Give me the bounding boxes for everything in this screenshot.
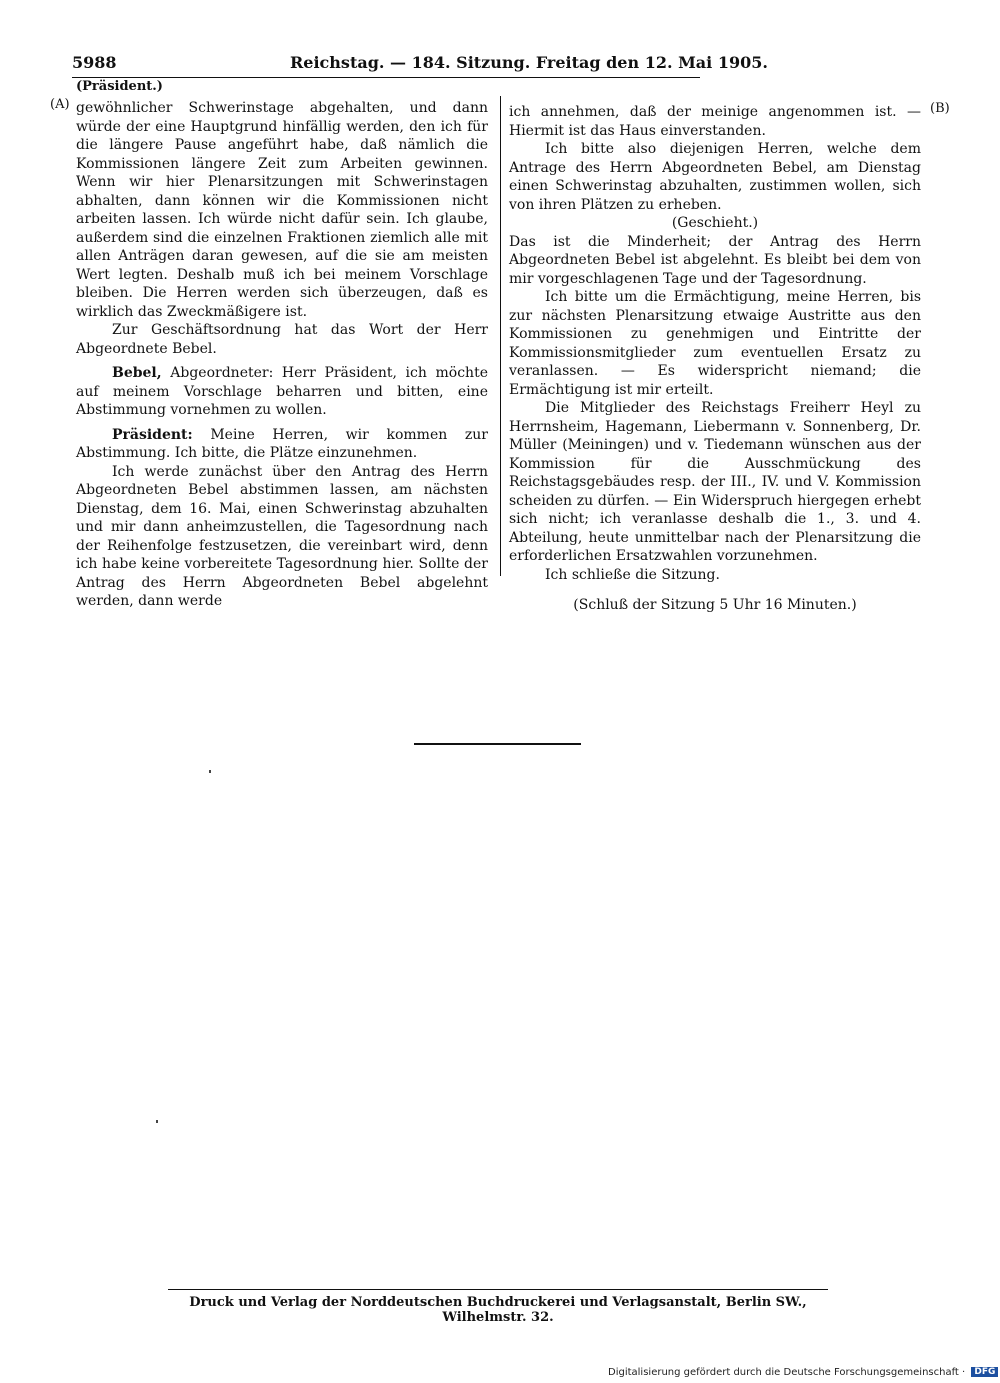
paragraph: Ich werde zunächst über den Antrag des Herrn Abgeordneten Bebel abstimmen lassen, am nächsten Dienstag, dem 16. Mai, einen Schwerinstag abzuhalten und mir dann anheimzustellen, die Tagesordnung nach der Reihenfolge festzusetzen, die vereinbart wird, denn ich habe keine vorbereitete Tagesordnung hier. Sollte der Antrag des Herrn Abgeordneten Bebel abgelehnt werden, dann werde [76, 463, 488, 609]
margin-marker-b: (B) [930, 101, 950, 116]
page-header [72, 52, 768, 74]
running-title: Reichstag. — 184. Sitzung. Freitag den 12. Mai 1905. [290, 53, 768, 72]
session-closing: (Schluß der Sitzung 5 Uhr 16 Minuten.) [573, 597, 857, 613]
speaker-name: Bebel, [112, 365, 162, 381]
digitization-note: Digitalisierung gefördert durch die Deutsche Forschungsgemeinschaft · DFG [608, 1367, 990, 1378]
speech-text: Abgeordneter: Herr Präsident, ich möchte auf meinem Vorschlage beharren und bitten, eine Abstimmung vornehmen zu wollen. [76, 365, 488, 418]
paragraph: ich annehmen, daß der meinige angenommen ist. — Hiermit ist das Haus einverstanden. [509, 104, 921, 139]
speaker-name: Präsident: [112, 426, 193, 443]
speech-text: Meine Herren, wir kommen zur Abstimmung. Ich bitte, die Plätze einzunehmen. [76, 426, 488, 461]
end-rule [414, 743, 581, 745]
scan-speck [156, 1120, 158, 1123]
scan-speck [209, 770, 211, 773]
imprint: Druck und Verlag der Norddeutschen Buchdruckerei und Verlagsanstalt, Berlin SW., Wilhelmstr. 32. [189, 1295, 807, 1325]
paragraph: Ich bitte um die Ermächtigung, meine Herren, bis zur nächsten Plenarsitzung etwaige Austritte aus den Kommissionen zu genehmigen und Eintritte der Kommissionsmitglieder zum eventuellen Ersatz zu veranlassen. — Es widerspricht niemand; die Ermächtigung ist mir erteilt. [509, 289, 921, 398]
margin-marker-a: (A) [50, 97, 70, 112]
page-number: 5988 [72, 53, 117, 72]
digitization-text: Digitalisierung gefördert durch die Deutsche Forschungsgemeinschaft [608, 1367, 959, 1378]
paragraph: Die Mitglieder des Reichstags Freiherr Heyl zu Herrnsheim, Hagemann, Liebermann v. Sonnenberg, Dr. Müller (Meiningen) und v. Tiedemann wünschen aus der Kommission für die Ausschmückung des Reichstagsgebäudes resp. der III., IV. und V. Kommission scheiden zu dürfen. — Ein Widerspruch hiergegen erhebt sich nicht; ich veranlasse deshalb die 1., 3. und 4. Abteilung, heute unmittelbar nach der Plenarsitzung die erforderlichen Ersatzwahlen vorzunehmen. [509, 400, 921, 564]
footer-rule [168, 1289, 828, 1290]
paragraph: Zur Geschäftsordnung hat das Wort der Herr Abgeordnete Bebel. [76, 322, 488, 357]
paragraph: Ich schließe die Sitzung. [545, 566, 720, 583]
header-rule [72, 77, 700, 78]
paragraph [76, 426, 488, 463]
paragraph: Ich bitte also diejenigen Herren, welche dem Antrage des Herrn Abgeordneten Bebel, am Dienstag einen Schwerinstag abzuhalten, zustimmen wollen, sich von ihren Plätzen zu erheben. [509, 141, 921, 213]
left-column [76, 99, 488, 611]
dfg-logo-icon: DFG [971, 1367, 998, 1377]
paragraph: gewöhnlicher Schwerinstage abgehalten, und dann würde der eine Hauptgrund hinfällig werden, den ich für die längere Pause angeführt habe, daß nämlich die Kommissionen längere Zeit zum Arbeiten gewinnen. Wenn wir hier Plenarsitzungen mit Schwerinstagen abhalten, dann können wir die Kommissionen nicht arbeiten lassen. Ich würde nicht dafür sein. Ich glaube, außerdem sind die einzelnen Fraktionen ziemlich alle mit allen Anträgen daran gewesen, auf die sie am meisten Wert legten. Deshalb muß ich bei meinem Vorschlage bleiben. Die Herren werden sich überzeugen, daß es wirklich das Zweckmäßigere ist. [76, 100, 488, 320]
column-divider [500, 96, 501, 576]
speaker-tag: (Präsident.) [76, 79, 163, 94]
right-column [509, 103, 921, 615]
stage-direction: (Geschieht.) [671, 215, 759, 231]
paragraph: Das ist die Minderheit; der Antrag des Herrn Abgeordneten Bebel ist abgelehnt. Es bleibt bei dem von mir vorgeschlagenen Tage und der Tagesordnung. [509, 233, 921, 287]
paragraph [76, 364, 488, 420]
